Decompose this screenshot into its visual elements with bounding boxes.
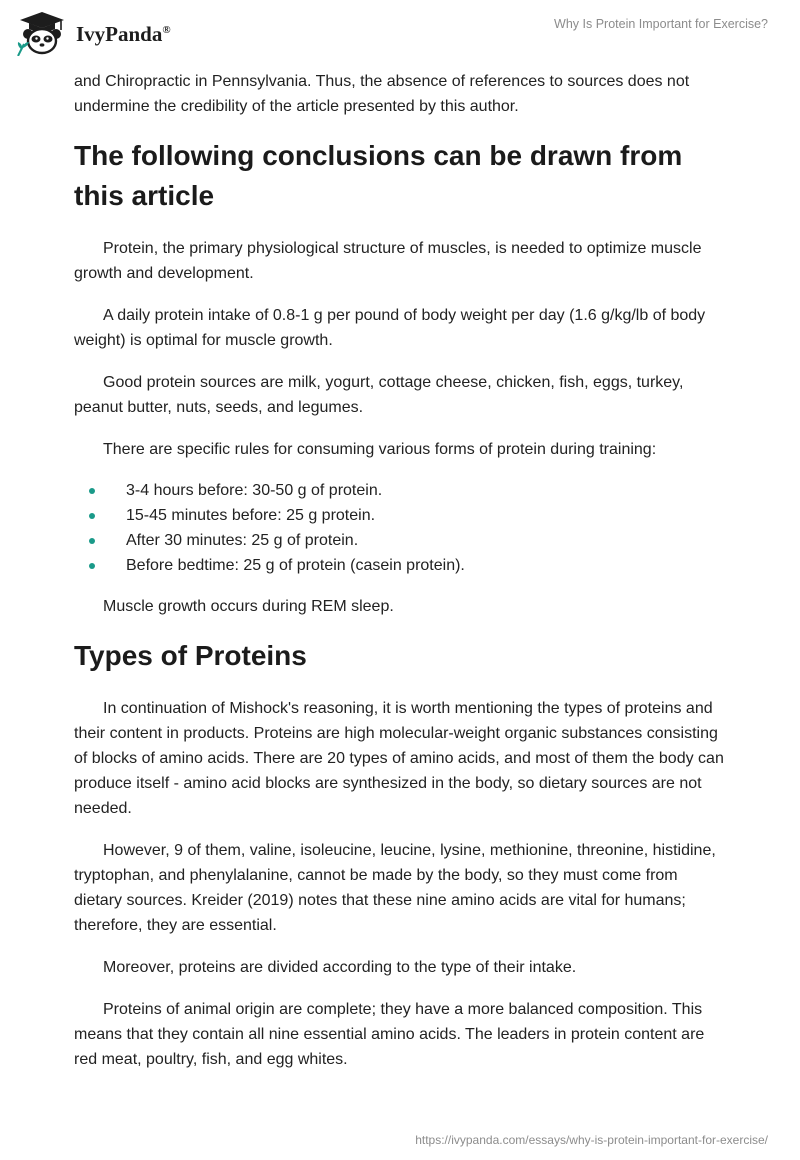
page-header — [0, 0, 800, 64]
rem-sleep-paragraph: Muscle growth occurs during REM sleep. — [103, 598, 394, 615]
list-item: Before bedtime: 25 g of protein (casein protein). — [74, 553, 730, 578]
types-paragraph: However, 9 of them, valine, isoleucine, leucine, lysine, methionine, threonine, histidine, tryptophan, and phenylalanine, cannot be made by the body, so they must come from dietary sources. Kreider (2019) notes that these nine amino acids are vital for humans; therefore, they are essential. — [74, 842, 716, 934]
article-body — [74, 69, 730, 1089]
bullet-icon — [89, 563, 95, 569]
panda-logo-icon — [14, 10, 70, 56]
list-item: After 30 minutes: 25 g of protein. — [74, 528, 730, 553]
registered-mark: ® — [162, 23, 171, 36]
types-heading: Types of Proteins — [74, 640, 307, 671]
types-paragraph: In continuation of Mishock's reasoning, it is worth mentioning the types of proteins and their content in products. Proteins are high molecular-weight organic substances consisting of blocks of amino acids. There are 20 types of amino acids, and most of them the body can produce itself - amino acid blocks are synthesized in the body, so dietary sources are not needed. — [74, 700, 724, 817]
conclusions-heading: The following conclusions can be drawn from this article — [74, 140, 683, 211]
list-item: 3-4 hours before: 30-50 g of protein. — [74, 478, 730, 503]
document-title: Why Is Protein Important for Exercise? — [554, 17, 768, 31]
types-paragraph: Proteins of animal origin are complete; they have a more balanced composition. This means that they contain all nine essential amino acids. The leaders in protein content are red meat, poultry, fish, and egg whites. — [74, 1001, 705, 1068]
intro-paragraph: and Chiropractic in Pennsylvania. Thus, the absence of references to sources does not undermine the credibility of the article presented by this author. — [74, 73, 690, 115]
protein-timing-list — [74, 478, 730, 578]
bullet-icon — [89, 488, 95, 494]
bullet-icon — [89, 538, 95, 544]
source-url[interactable]: https://ivypanda.com/essays/why-is-protein-important-for-exercise/ — [415, 1133, 768, 1147]
list-item: 15-45 minutes before: 25 g protein. — [74, 503, 730, 528]
conclusion-paragraph: Good protein sources are milk, yogurt, cottage cheese, chicken, fish, eggs, turkey, peanut butter, nuts, seeds, and legumes. — [74, 374, 684, 416]
conclusion-paragraph: A daily protein intake of 0.8-1 g per pound of body weight per day (1.6 g/kg/lb of body weight) is optimal for muscle growth. — [74, 307, 706, 349]
conclusion-paragraph: There are specific rules for consuming various forms of protein during training: — [103, 441, 657, 458]
conclusion-paragraph: Protein, the primary physiological structure of muscles, is needed to optimize muscle growth and development. — [74, 240, 702, 282]
bullet-icon — [89, 513, 95, 519]
site-logo[interactable] — [14, 10, 171, 56]
brand-name: IvyPanda® — [76, 21, 171, 46]
types-paragraph: Moreover, proteins are divided according to the type of their intake. — [103, 959, 577, 976]
